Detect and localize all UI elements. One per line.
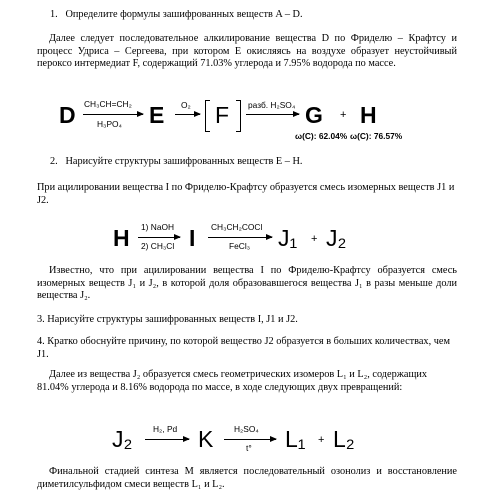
compound-l1: L₁: [285, 426, 306, 452]
question-2-number: 2.: [50, 156, 58, 167]
question-1-text: Определите формулы зашифрованных веществ A – D.: [65, 9, 303, 20]
reaction-scheme-1: [0, 97, 487, 142]
scheme2-arrow-2: [208, 237, 272, 238]
scheme1-reagent-3-top: разб. H₂SO₄: [248, 100, 296, 110]
reaction-scheme-3: [0, 420, 487, 460]
scheme3-arrow-1: [145, 439, 189, 440]
compound-j2-3: J₂: [112, 426, 133, 452]
scheme3-arrow-2: [224, 439, 276, 440]
compound-j2: J₂: [326, 225, 347, 251]
compound-d: D: [59, 102, 76, 128]
bracket-left: [205, 100, 210, 132]
compound-l2: L₂: [333, 426, 355, 452]
scheme1-plus: +: [340, 109, 347, 121]
reaction-scheme-2: [0, 222, 487, 260]
paragraph-2: При ацилировании вещества I по Фриделю-Крафтсу образуется смесь изомерных веществ J1 и J2.: [37, 182, 455, 206]
compound-e: E: [149, 102, 165, 128]
bracket-right: [236, 100, 241, 132]
scheme3-reagent-2-bottom: t°: [246, 443, 252, 453]
scheme2-arrow-1: [138, 237, 180, 238]
question-2: [50, 156, 470, 169]
question-2-text: Нарисуйте структуры зашифрованных веществ E – H.: [65, 156, 303, 167]
scheme3-reagent-2-top: H₂SO₄: [234, 424, 259, 434]
scheme2-reagent-2-bottom: FeCl₃: [229, 241, 251, 251]
scheme1-arrow-1: [83, 114, 143, 115]
mass-fraction-g: ω(C): 62.04%: [295, 131, 348, 141]
paragraph-5: Финальной стадией синтеза M является последовательный озонолиз и восстановление диметилсульфидом смеси веществ L₁ и L₂.: [37, 466, 457, 490]
compound-h-2: H: [113, 225, 130, 251]
scheme2-plus: +: [311, 233, 318, 245]
scheme1-arrow-3: [246, 114, 299, 115]
question-3: 3. Нарисуйте структуры зашифрованных веществ I, J1 и J2.: [37, 314, 298, 325]
paragraph-1: Далее следует последовательное алкилирование вещества D по Фриделю – Крафтсу и процесс Удриса – Сергеева, при котором E окисляясь на воздухе образует неустойчивый пероксо интермедиат F, содержащий 71.03% углерода и 7.95% водорода по массе.: [37, 33, 457, 70]
mass-fraction-h: ω(C): 76.57%: [350, 131, 403, 141]
compound-j1: J₁: [278, 225, 298, 251]
scheme3-reagent-1-top: H₂, Pd: [153, 424, 178, 434]
paragraph-3: Известно, что при ацилировании вещества I по Фриделю-Крафтсу образуется смесь изомерных веществ J₁ и J₂, в которой доля образовавшегося вещества J₁ в разы меньше доли вещества J₂.: [37, 265, 457, 302]
scheme1-reagent-2-top: O₂: [181, 100, 191, 110]
scheme3-plus: +: [318, 434, 325, 446]
scheme1-reagent-1-bottom: H₃PO₄: [97, 119, 122, 129]
compound-i: I: [189, 225, 196, 251]
scheme1-arrow-2: [175, 114, 200, 115]
paragraph-4: Далее из вещества J₂ образуется смесь геометрических изомеров L₁ и L₂, содержащих 81.04% углерода и 8.16% водорода по массе, в ходе следующих двух превращений:: [37, 369, 428, 393]
question-4: 4. Кратко обоснуйте причину, по которой вещество J2 образуется в больших количествах, чем J1.: [37, 336, 450, 360]
scheme2-reagent-1-bottom: 2) CH₃Cl: [141, 241, 175, 251]
scheme1-reagent-1-top: CH₃CH=CH₂: [84, 99, 132, 109]
compound-k: K: [198, 426, 214, 452]
question-1: [50, 9, 470, 22]
compound-h: H: [360, 102, 377, 128]
compound-g: G: [305, 102, 323, 128]
compound-f: F: [215, 102, 230, 128]
scheme2-reagent-1-top: 1) NaOH: [141, 222, 175, 232]
question-1-number: 1.: [50, 9, 58, 20]
scheme2-reagent-2-top: CH₃CH₂COCl: [211, 222, 263, 232]
